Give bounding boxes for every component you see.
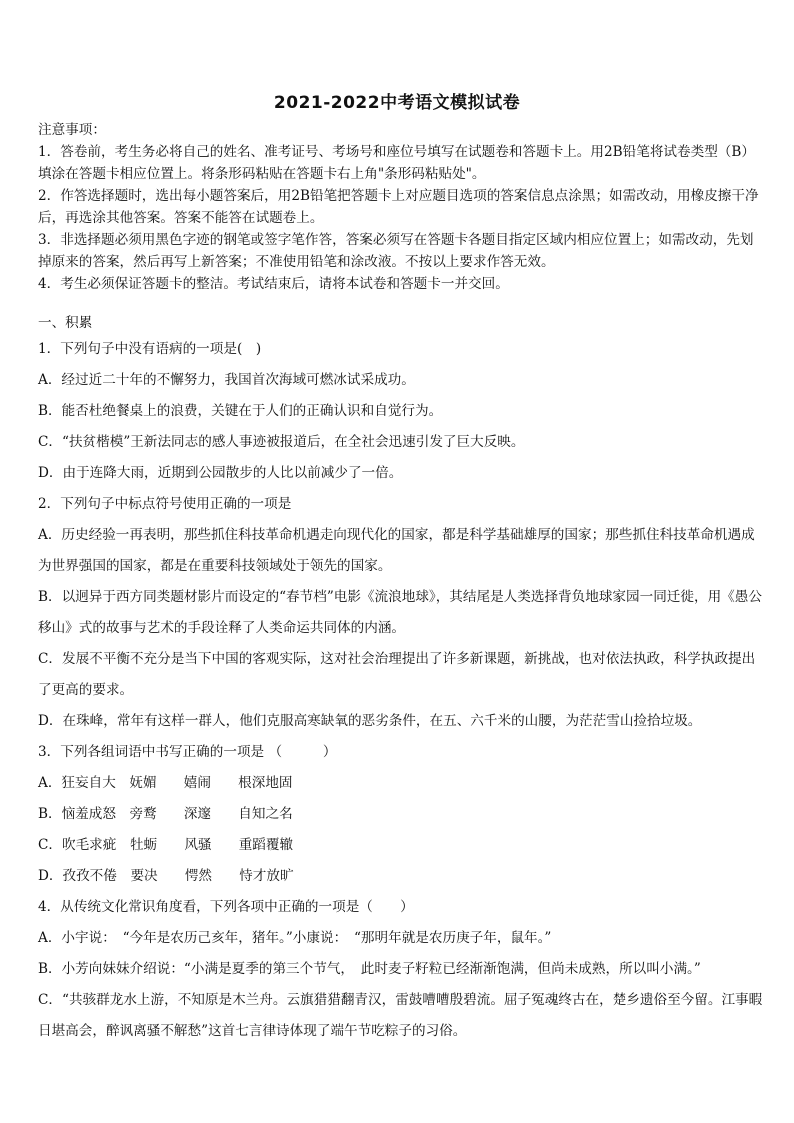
question-1-option-b: B．能否杜绝餐桌上的浪费，关键在于人们的正确认识和自觉行为。	[38, 403, 443, 419]
section-heading: 一、积累	[38, 315, 93, 331]
exam-content	[38, 119, 764, 1047]
notice-heading: 注意事项：	[38, 122, 106, 138]
notice-item-2: 2．作答选择题时，选出每小题答案后，用2B铅笔把答题卡上对应题目选项的答案信息点涂黑；如需改动，用橡皮擦干净后，再选涂其他答案。答案不能答在试题卷上。	[38, 188, 759, 226]
question-1-option-a: A．经过近二十年的不懈努力，我国首次海域可燃冰试采成功。	[38, 372, 415, 388]
question-4-option-b: B．小芳向妹妹介绍说：“小满是夏季的第三个节气， 此时麦子籽粒已经渐渐饱满，但尚未成熟，所以叫小满。”	[38, 961, 701, 977]
question-2-option-b: B．以迥异于西方同类题材影片而设定的“春节档”电影《流浪地球》，其结尾是人类选择背负地球家园一同迁徙，用《愚公移山》式的故事与艺术的手段诠释了人类命运共同体的内涵。	[38, 589, 762, 636]
question-3-stem: 3．下列各组词语中书写正确的一项是 （ ）	[38, 744, 337, 760]
question-3-option-d: D．孜孜不倦 要决 愕然 恃才放旷	[38, 868, 294, 884]
notice-item-4: 4．考生必须保证答题卡的整洁。考试结束后，请将本试卷和答题卡一并交回。	[38, 276, 509, 292]
question-2-option-d: D．在珠峰，常年有这样一群人，他们克服高寒缺氧的恶劣条件，在五、六千米的山腰，为茫茫雪山捡拾垃圾。	[38, 713, 702, 729]
notice-item-3: 3．非选择题必须用黑色字迹的钢笔或签字笔作答，答案必须写在答题卡各题目指定区域内相应位置上；如需改动，先划掉原来的答案，然后再写上新答案；不准使用铅笔和涂改液。不按以上要求作答无效。	[38, 232, 754, 270]
question-4-stem: 4．从传统文化常识角度看，下列各项中正确的一项是（ ）	[38, 899, 414, 915]
question-1-option-d: D．由于连降大雨，近期到公园散步的人比以前减少了一倍。	[38, 465, 403, 481]
question-3-option-a: A．狂妄自大 妩媚 嬉闹 根深地固	[38, 775, 293, 791]
question-2-option-c: C．发展不平衡不充分是当下中国的客观实际，这对社会治理提出了许多新课题，新挑战，也对依法执政，科学执政提出了更高的要求。	[38, 651, 756, 698]
question-3-option-b: B．恼羞成怒 旁鹜 深邃 自知之名	[38, 806, 293, 822]
question-1-stem: 1．下列句子中没有语病的一项是( )	[38, 341, 262, 357]
question-4-option-c: C．“共骇群龙水上游，不知原是木兰舟。云旗猎猎翻青汉，雷鼓嘈嘈殷碧流。屈子冤魂终古在，楚乡遗俗至今留。江事暇日堪高会，醉讽离骚不解愁”这首七言律诗体现了端午节吃粽子的习俗。	[38, 992, 763, 1039]
question-2-option-a: A．历史经验一再表明，那些抓住科技革命机遇走向现代化的国家，都是科学基础雄厚的国家；那些抓住科技革命机遇成为世界强国的国家，都是在重要科技领域处于领先的国家。	[38, 527, 755, 574]
question-1-option-c: C．“扶贫楷模”王新法同志的感人事迹被报道后，在全社会迅速引发了巨大反映。	[38, 434, 525, 450]
notice-item-1: 1．答卷前，考生务必将自己的姓名、准考证号、考场号和座位号填写在试题卷和答题卡上。用2B铅笔将试卷类型（B）填涂在答题卡相应位置上。将条形码粘贴在答题卡右上角"条形码粘贴处"。	[38, 144, 755, 182]
question-2-stem: 2．下列句子中标点符号使用正确的一项是	[38, 496, 292, 512]
question-3-option-c: C．吹毛求疵 牡蛎 风骚 重蹈覆辙	[38, 837, 294, 853]
question-4-option-a: A．小宇说： “今年是农历己亥年，猪年。”小康说： “那明年就是农历庚子年，鼠年。”	[38, 930, 552, 946]
exam-title: 2021-2022中考语文模拟试卷	[273, 93, 521, 113]
